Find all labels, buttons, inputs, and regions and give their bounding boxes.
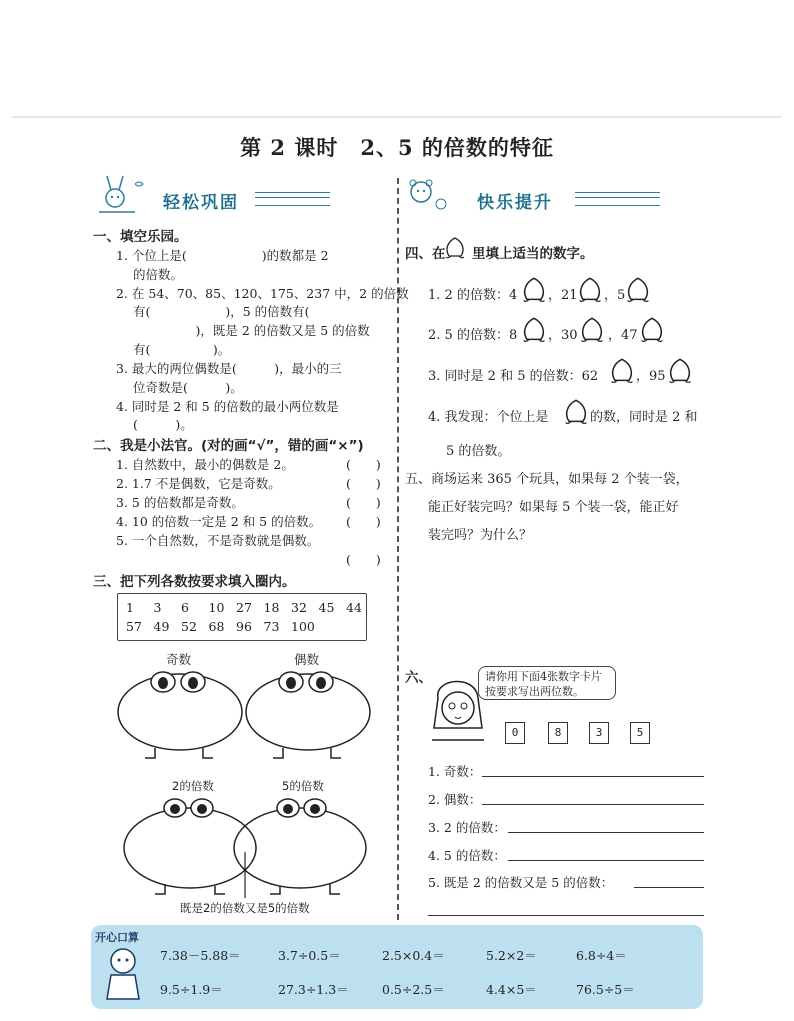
calc-item: 2.5×0.4＝: [382, 948, 445, 963]
s4-line: 2. 5 的倍数：8: [428, 328, 518, 343]
number-item: 10: [208, 600, 225, 615]
number-item: 3: [153, 600, 162, 615]
number-item: 96: [236, 619, 252, 634]
calc-item: 6.8÷4＝: [576, 948, 627, 963]
calc-item: 0.5÷2.5＝: [382, 982, 445, 997]
s4-line: ，47: [608, 328, 638, 343]
frog-odd[interactable]: [115, 664, 245, 764]
calc-item: 76.5÷5＝: [576, 982, 635, 997]
number-item: 18: [263, 600, 280, 615]
s4-line: ，30: [548, 328, 578, 343]
number-item: 68: [208, 619, 225, 634]
answer-line[interactable]: [482, 804, 704, 805]
s1-line: 1. 个位上是( )的数都是 2: [116, 248, 329, 263]
judge-answer[interactable]: ( ): [346, 552, 381, 567]
judge-item: 2. 1.7 不是偶数，它是奇数。: [116, 476, 281, 491]
answer-line[interactable]: [428, 915, 704, 916]
section2-heading: 二、我是小法官。(对的画“√”，错的画“×”): [93, 438, 364, 454]
calc-item: 27.3÷1.3＝: [278, 982, 349, 997]
judge-item: 4. 10 的倍数一定是 2 和 5 的倍数。: [116, 514, 322, 529]
section1-heading: 一、填空乐园。: [93, 229, 188, 245]
calc-item: 4.4×5＝: [486, 982, 537, 997]
judge-answer[interactable]: ( ): [346, 514, 381, 529]
peach-blank[interactable]: [666, 357, 694, 385]
section4-heading-b: 里填上适当的数字。: [472, 246, 594, 262]
frog-label-odd: 奇数: [166, 652, 192, 667]
s5-line: 五、商场运来 365 个玩具，如果每 2 个装一袋，: [405, 472, 689, 487]
s1-line: 的倍数。: [133, 267, 184, 282]
number-item: 1: [126, 600, 134, 615]
answer-line[interactable]: [508, 860, 704, 861]
judge-answer[interactable]: ( ): [346, 457, 381, 472]
peach-blank[interactable]: [578, 316, 606, 344]
s6-question: 5. 既是 2 的倍数又是 5 的倍数：: [428, 875, 614, 890]
number-item: 49: [153, 619, 170, 634]
digit-card[interactable]: 8: [548, 722, 568, 744]
calc-item: 5.2×2＝: [486, 948, 537, 963]
s5-line: 能正好装完吗？如果每 5 个装一袋，能正好: [428, 500, 679, 515]
judge-item: 1. 自然数中，最小的偶数是 2。: [116, 457, 294, 472]
frog-even[interactable]: [243, 664, 373, 764]
answer-line[interactable]: [508, 832, 704, 833]
s4-line: 的数，同时是 2 和: [590, 410, 698, 425]
peach-blank[interactable]: [562, 398, 590, 426]
s6-question: 1. 奇数：: [428, 764, 482, 779]
peach-blank[interactable]: [520, 276, 548, 304]
s1-line: 2. 在 54、70、85、120、175、237 中，2 的倍数: [116, 286, 409, 301]
venn-intersection-label: 既是2的倍数又是5的倍数: [180, 901, 310, 915]
frog-label-even: 偶数: [294, 652, 320, 667]
section3-heading: 三、把下列各数按要求填入圈内。: [93, 574, 296, 590]
number-item: 45: [318, 600, 335, 615]
number-item: 73: [263, 619, 280, 634]
peach-blank[interactable]: [624, 276, 652, 304]
s1-line: 有( )。: [133, 342, 231, 357]
venn-frogs[interactable]: [120, 792, 380, 902]
left-banner: [95, 180, 335, 214]
s6-question: 3. 2 的倍数：: [428, 820, 506, 835]
answer-line[interactable]: [482, 776, 704, 777]
s6-question: 2. 偶数：: [428, 792, 482, 807]
number-item: 52: [181, 619, 197, 634]
s4-line: ，5: [604, 288, 626, 303]
s1-line: 位奇数是( )。: [133, 380, 243, 395]
number-item: 27: [236, 600, 252, 615]
digit-card[interactable]: 5: [630, 722, 650, 744]
judge-item: 5. 一个自然数，不是奇数就是偶数。: [116, 533, 320, 548]
s4-line: 4. 我发现：个位上是: [428, 410, 549, 425]
s4-line: 3. 同时是 2 和 5 的倍数：62: [428, 369, 599, 384]
frog-label-multiple-2: 2的倍数: [172, 779, 214, 793]
bear-icon: [405, 174, 449, 214]
peach-blank[interactable]: [576, 276, 604, 304]
header-rule: [12, 116, 782, 118]
s1-line: 4. 同时是 2 和 5 的倍数的最小两位数是: [116, 399, 339, 414]
section4-heading-a: 四、在: [405, 246, 446, 262]
child-icon: [103, 945, 143, 1003]
peach-blank[interactable]: [520, 316, 548, 344]
calc-item: 3.7÷0.5＝: [278, 948, 341, 963]
s6-question: 4. 5 的倍数：: [428, 848, 506, 863]
s4-line: 1. 2 的倍数：4: [428, 288, 518, 303]
section6-heading: 六、: [405, 670, 432, 686]
peach-blank[interactable]: [638, 316, 666, 344]
peach-blank[interactable]: [608, 357, 636, 385]
mental-math-label: 开心口算: [95, 931, 139, 944]
s5-line: 装完吗？为什么？: [428, 528, 533, 543]
speech-bubble: [478, 666, 616, 700]
digit-card[interactable]: 0: [505, 722, 525, 744]
peach-icon: [443, 236, 467, 260]
number-item: 32: [291, 600, 307, 615]
number-item: 6: [181, 600, 189, 615]
s4-line: 5 的倍数。: [446, 444, 511, 459]
s1-line: ( )。: [133, 417, 193, 432]
left-banner-title: 轻松巩固: [163, 193, 239, 213]
number-item: 100: [291, 619, 315, 634]
bubble-line: 按要求写出两位数。: [485, 685, 584, 698]
digit-card[interactable]: 3: [589, 722, 609, 744]
rabbit-icon: [95, 174, 149, 214]
number-item: 44: [346, 600, 362, 615]
number-box: [117, 593, 367, 641]
calc-item: 7.38－5.88＝: [160, 948, 241, 963]
s4-line: ，21: [548, 288, 578, 303]
s1-line: )，既是 2 的倍数又是 5 的倍数: [133, 323, 370, 338]
answer-line[interactable]: [634, 887, 704, 888]
s4-line: ，95: [636, 369, 666, 384]
right-banner-title: 快乐提升: [477, 193, 553, 213]
number-item: 57: [126, 619, 142, 634]
judge-item: 3. 5 的倍数都是奇数。: [116, 495, 244, 510]
frog-label-multiple-5: 5的倍数: [282, 779, 324, 793]
page-title: 第 2 课时 2、5 的倍数的特征: [240, 135, 554, 160]
right-banner: [405, 180, 660, 214]
s1-line: 3. 最大的两位偶数是( )，最小的三: [116, 361, 342, 376]
judge-answer[interactable]: ( ): [346, 476, 381, 491]
calc-item: 9.5÷1.9＝: [160, 982, 223, 997]
bubble-line: 请你用下面4张数字卡片: [485, 670, 602, 683]
judge-answer[interactable]: ( ): [346, 495, 381, 510]
s1-line: 有( )，5 的倍数有(: [133, 304, 310, 319]
